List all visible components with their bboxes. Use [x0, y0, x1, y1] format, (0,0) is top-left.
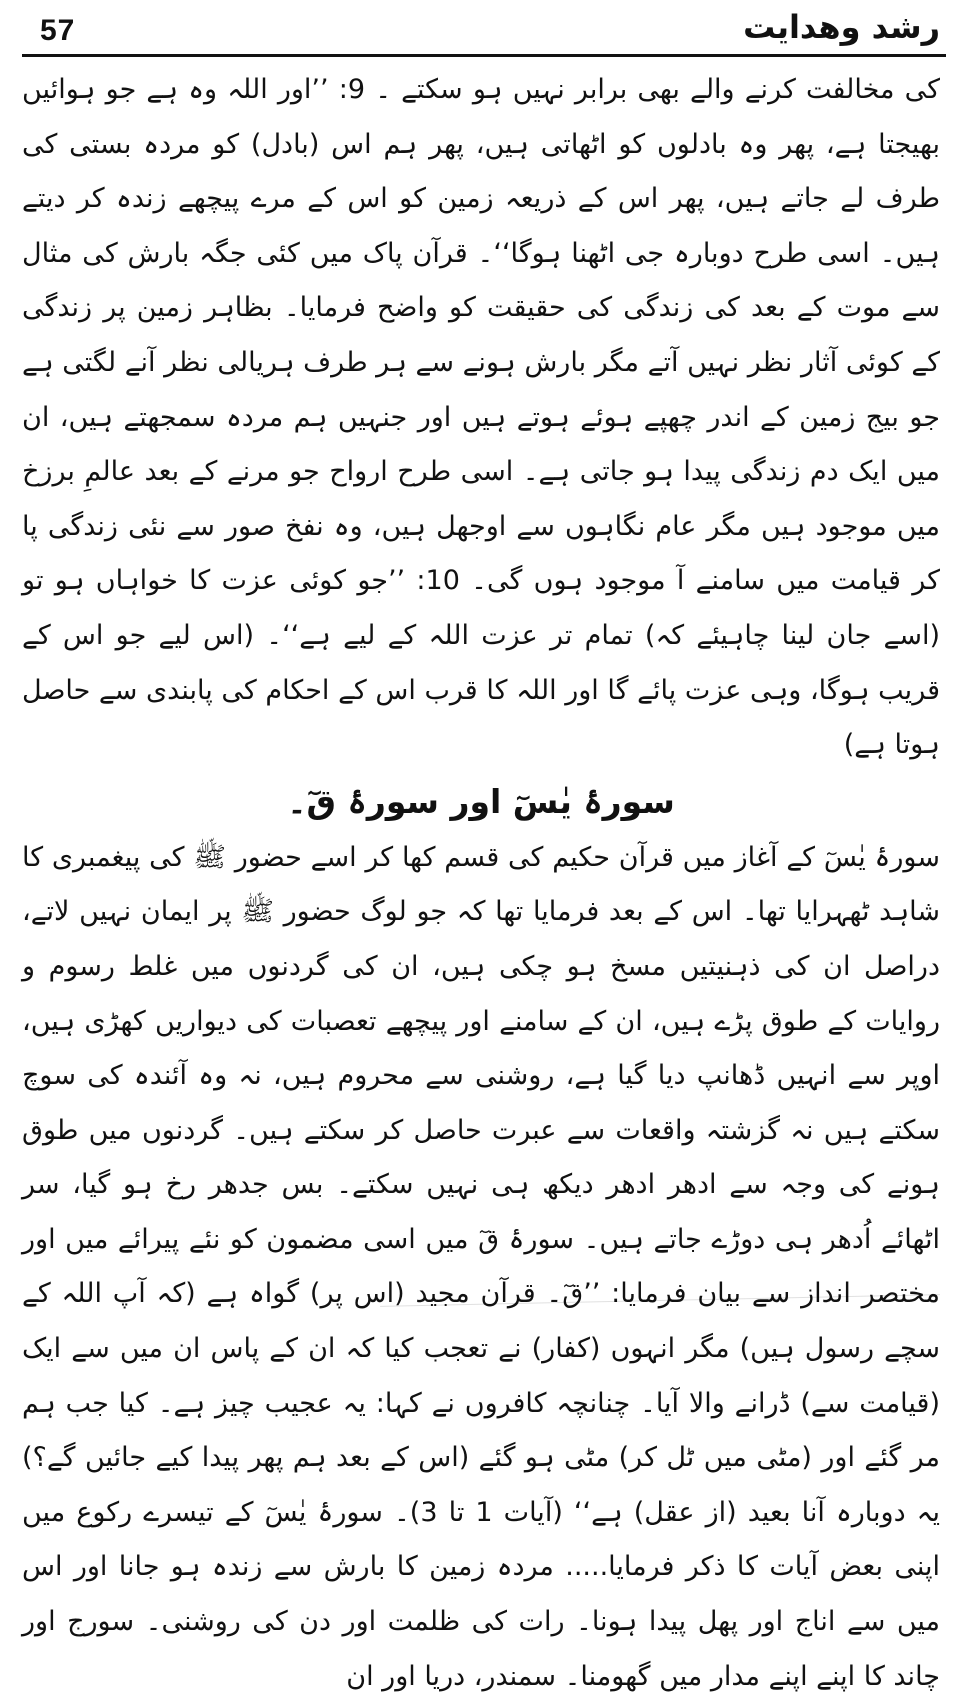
- page-header: [22, 8, 946, 57]
- section-1-text: [22, 63, 940, 773]
- section-2-text: [22, 831, 940, 1704]
- paragraph-1: کی مخالفت کرنے والے بھی برابر نہیں ہو سکتے ۔ 9: ’’اور اللہ وہ ہے جو ہوائیں بھیجتا ہے، پھر وہ بادلوں کو اٹھاتی ہیں، پھر ہم اس (بادل) کو مردہ بستی کی طرف لے جاتے ہیں، پھر اس کے ذریعہ زمین کو اس کے مرے پیچھے زندہ کر دیتے ہیں۔ اسی طرح دوبارہ جی اٹھنا ہوگا‘‘۔ قرآن پاک میں کئی جگہ بارش کی مثال سے موت کے بعد کی زندگی کی حقیقت کو واضح فرمایا۔ بظاہر زمین پر زندگی کے کوئی آثار نظر نہیں آتے مگر بارش ہونے سے ہر طرف ہریالی نظر آنے لگتی ہے جو بیج زمین کے اندر چھپے ہوئے ہوتے ہیں اور جنہیں ہم مردہ سمجھتے ہیں، ان میں ایک دم زندگی پیدا ہو جاتی ہے۔ اسی طرح ارواح جو مرنے کے بعد عالمِ برزخ میں موجود ہیں مگر عام نگاہوں سے اوجھل ہیں، وہ نفخ صور سے نئی زندگی پا کر قیامت میں سامنے آ موجود ہوں گی۔ 10: ’’جو کوئی عزت کا خواہاں ہو تو (اسے جان لینا چاہیئے کہ) تمام تر عزت اللہ کے لیے ہے‘‘۔ (اس لیے جو اس کے قریب ہوگا، وہی عزت پائے گا اور اللہ کا قرب اس کے احکام کی پابندی سے حاصل ہوتا ہے): [22, 74, 940, 761]
- paragraph-2: سورۂ یٰسٓ کے آغاز میں قرآن حکیم کی قسم کھا کر اسے حضور ﷺ کی پیغمبری کا شاہد ٹھہرایا تھا۔ اس کے بعد فرمایا تھا کہ جو لوگ حضور ﷺ پر ایمان نہیں لاتے، دراصل ان کی ذہنیتیں مسخ ہو چکی ہیں، ان کی گردنوں میں غلط رسوم و روایات کے طوق پڑے ہیں، ان کے سامنے اور پیچھے تعصبات کی دیواریں کھڑی ہیں، اوپر سے انہیں ڈھانپ دیا گیا ہے، روشنی سے محروم ہیں، نہ وہ آئندہ کی سوچ سکتے ہیں نہ گزشتہ واقعات سے عبرت حاصل کر سکتے ہیں۔ گردنوں میں طوق ہونے کی وجہ سے ادھر ادھر دیکھ ہی نہیں سکتے۔ بس جدھر رخ ہو گیا، سر اٹھائے اُدھر ہی دوڑے جاتے ہیں۔ سورۂ قٓ میں اسی مضمون کو نئے پیرائے میں اور مختصر انداز سے بیان فرمایا: ’’قٓ۔ قرآن مجید (اس پر) گواہ ہے (کہ آپ اللہ کے سچے رسول ہیں) مگر انہوں (کفار) نے تعجب کیا کہ ان کے پاس ان میں سے ایک (قیامت سے) ڈرانے والا آیا۔ چنانچہ کافروں نے کہا: یہ عجیب چیز ہے۔ کیا جب ہم مر گئے اور (مٹی میں ٹل کر) مٹی ہو گئے (اس کے بعد ہم پھر پیدا کیے جائیں گے؟) یہ دوبارہ آنا بعید (از عقل) ہے‘‘ (آیات 1 تا 3)۔ سورۂ یٰسٓ کے تیسرے رکوع میں اپنی بعض آیات کا ذکر فرمایا..... مردہ زمین کا بارش سے زندہ ہو جانا اور اس میں سے اناج اور پھل پیدا ہونا۔ رات کی ظلمت اور دن کی روشنی۔ سورج اور چاند کا اپنے اپنے مدار میں گھومنا۔ سمندر، دریا اور ان: [22, 841, 940, 1692]
- section-heading: سورۂ یٰسٓ اور سورۂ قٓ۔: [287, 781, 675, 821]
- running-title: رشد وھدایت: [743, 8, 940, 46]
- page-number: 57: [40, 14, 76, 47]
